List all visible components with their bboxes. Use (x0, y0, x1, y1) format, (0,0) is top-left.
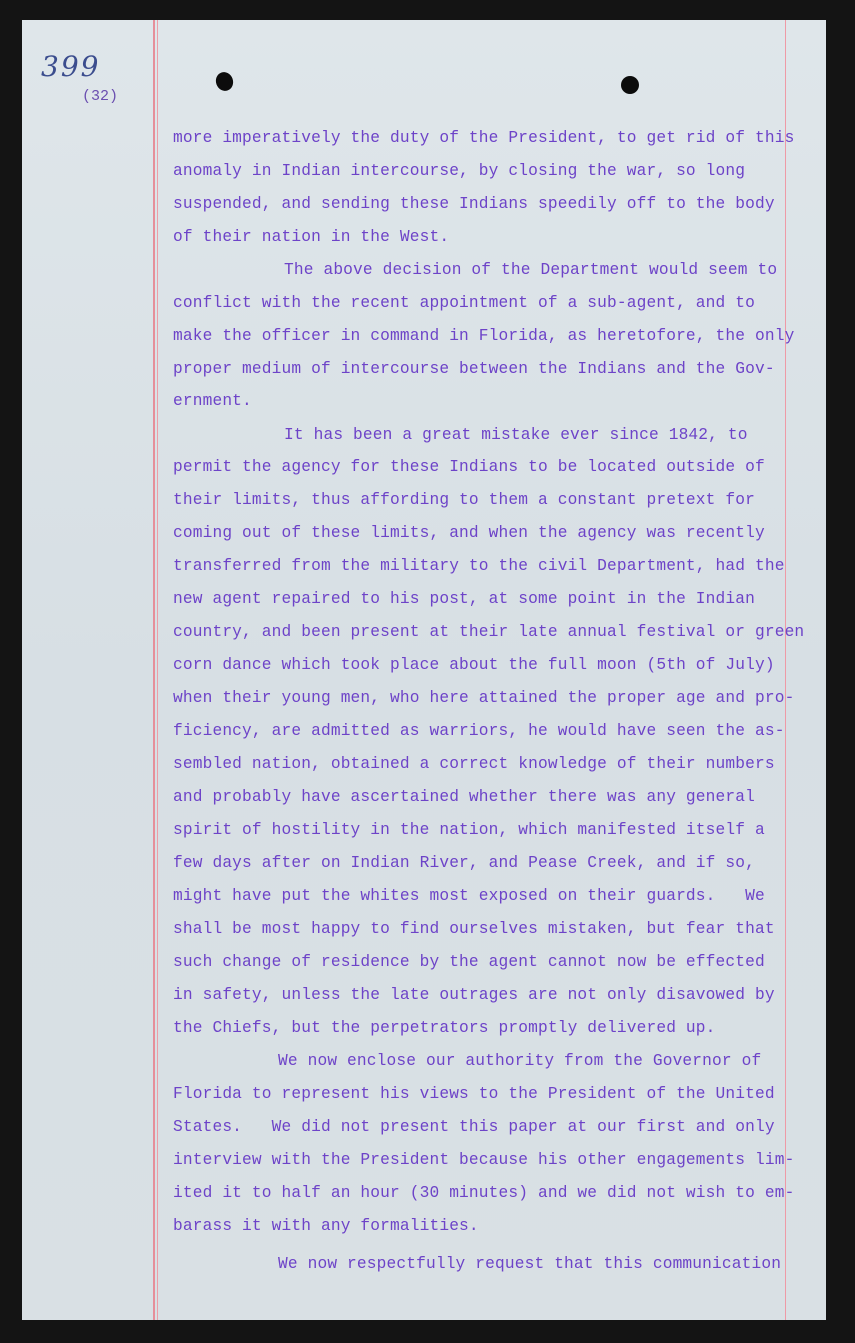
text-line: It has been a great mistake ever since 1842, to (284, 426, 748, 444)
text-line: might have put the whites most exposed on their guards. We (173, 887, 765, 905)
text-line: barass it with any formalities. (173, 1217, 479, 1235)
text-line: such change of residence by the agent cannot now be effected (173, 953, 765, 971)
page-number: (32) (82, 88, 119, 105)
text-line: The above decision of the Department would seem to (284, 261, 778, 279)
text-line: We now respectfully request that this communication (278, 1255, 782, 1273)
text-line: and probably have ascertained whether there was any general (173, 788, 755, 806)
text-line: when their young men, who here attained the proper age and pro- (173, 689, 795, 707)
punch-hole-right (621, 76, 639, 94)
text-line: interview with the President because his other engagements lim- (173, 1151, 795, 1169)
text-line: new agent repaired to his post, at some point in the Indian (173, 590, 755, 608)
text-line: their limits, thus affording to them a constant pretext for (173, 491, 755, 509)
text-line: conflict with the recent appointment of a sub-agent, and to (173, 294, 755, 312)
text-line: ficiency, are admitted as warriors, he would have seen the as- (173, 722, 785, 740)
text-line: States. We did not present this paper at our first and only (173, 1118, 775, 1136)
text-line: sembled nation, obtained a correct knowledge of their numbers (173, 755, 775, 773)
text-line: ernment. (173, 392, 252, 410)
text-line: corn dance which took place about the full moon (5th of July) (173, 656, 775, 674)
text-line: of their nation in the West. (173, 228, 450, 246)
left-margin-line-inner (157, 20, 158, 1320)
text-line: Florida to represent his views to the President of the United (173, 1085, 775, 1103)
text-line: anomaly in Indian intercourse, by closing the war, so long (173, 162, 746, 180)
text-line: the Chiefs, but the perpetrators promptly delivered up. (173, 1019, 716, 1037)
text-line: spirit of hostility in the nation, which manifested itself a (173, 821, 765, 839)
right-margin-line (785, 20, 786, 1320)
text-line: shall be most happy to find ourselves mistaken, but fear that (173, 920, 775, 938)
text-line: more imperatively the duty of the President, to get rid of this (173, 129, 795, 147)
text-line: in safety, unless the late outrages are not only disavowed by (173, 986, 775, 1004)
punch-hole-left (213, 70, 235, 94)
text-line: We now enclose our authority from the Governor of (278, 1052, 762, 1070)
text-line: country, and been present at their late annual festival or green (173, 623, 805, 641)
text-line: transferred from the military to the civil Department, had the (173, 557, 785, 575)
document-page (22, 20, 826, 1320)
text-line: proper medium of intercourse between the Indians and the Gov- (173, 360, 775, 378)
text-line: make the officer in command in Florida, as heretofore, the only (173, 327, 795, 345)
folio-number: 399 (41, 50, 101, 83)
text-line: permit the agency for these Indians to be located outside of (173, 458, 765, 476)
text-line: ited it to half an hour (30 minutes) and we did not wish to em- (173, 1184, 795, 1202)
text-line: few days after on Indian River, and Pease Creek, and if so, (173, 854, 755, 872)
left-margin-line (153, 20, 155, 1320)
text-line: suspended, and sending these Indians speedily off to the body (173, 195, 775, 213)
text-line: coming out of these limits, and when the agency was recently (173, 524, 765, 542)
